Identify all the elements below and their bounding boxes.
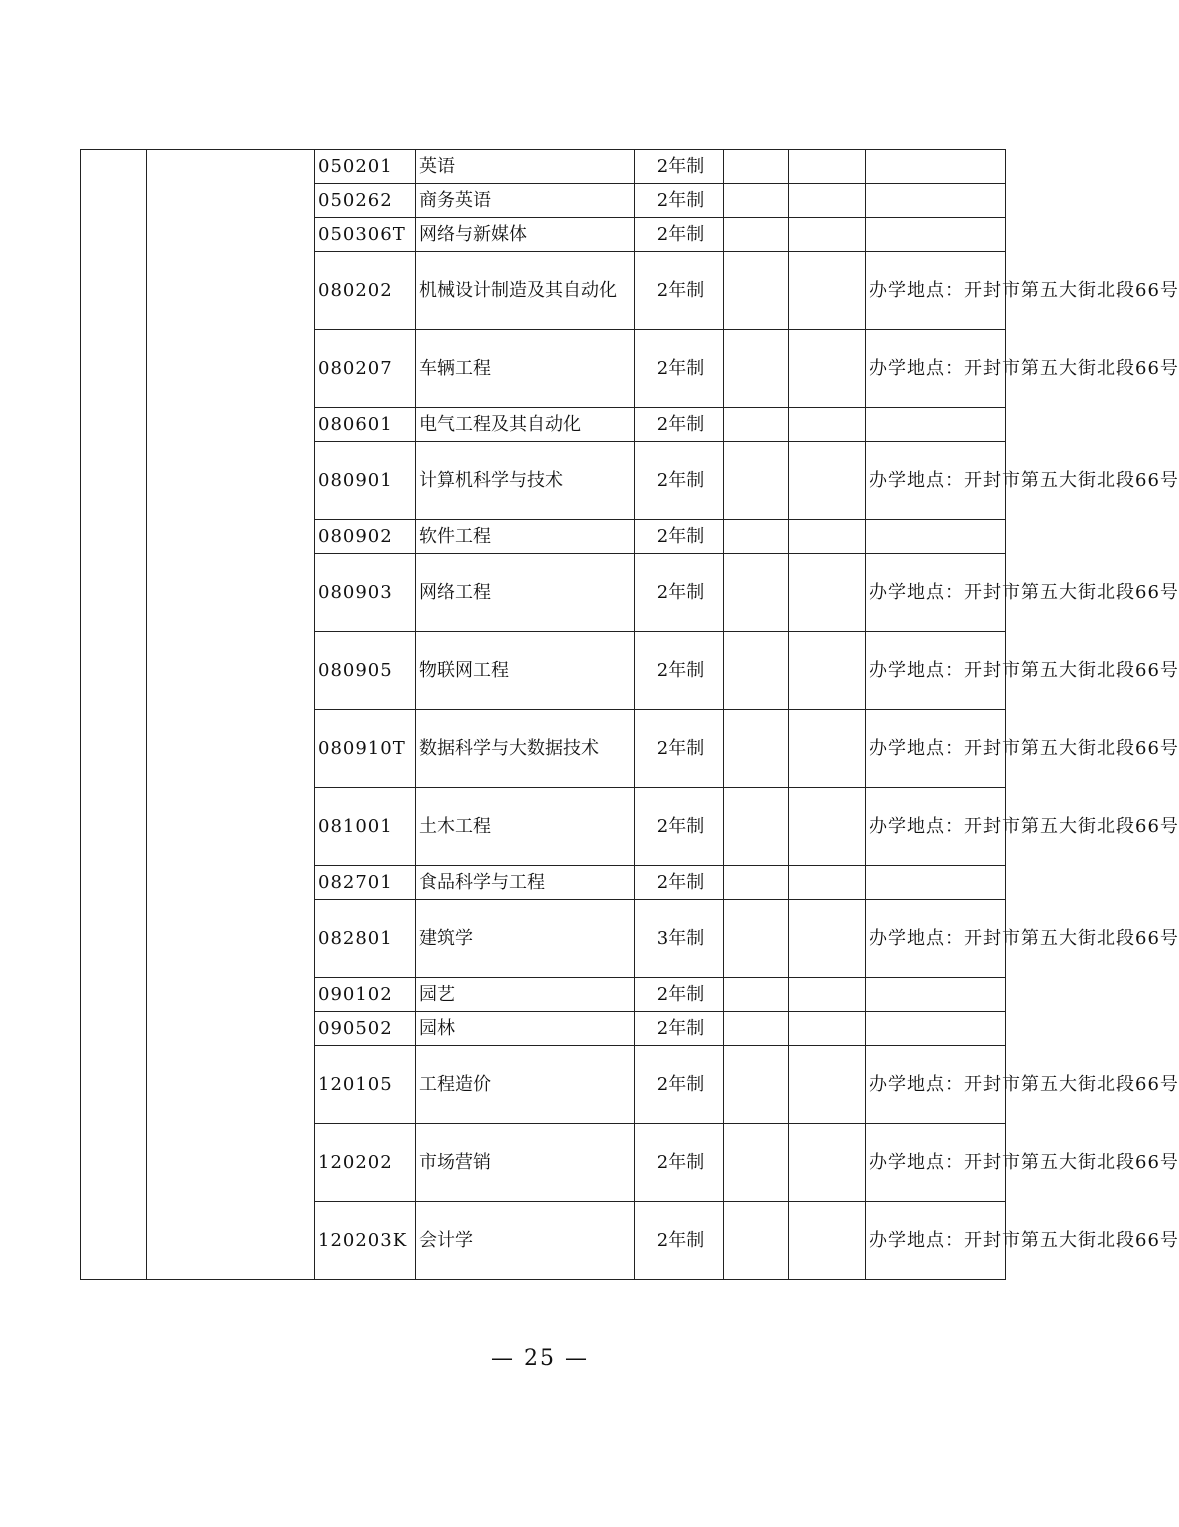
duration-cell: 2年制	[635, 978, 724, 1012]
empty-cell	[789, 442, 866, 520]
major-code-cell: 080202	[315, 252, 416, 330]
empty-cell	[789, 788, 866, 866]
empty-cell	[724, 408, 789, 442]
major-code-cell: 050201	[315, 150, 416, 184]
note-cell	[866, 218, 1006, 252]
major-code-cell: 080902	[315, 520, 416, 554]
duration-cell: 2年制	[635, 710, 724, 788]
major-name-cell: 会计学	[416, 1202, 635, 1280]
major-code-cell: 120105	[315, 1046, 416, 1124]
empty-cell	[789, 632, 866, 710]
empty-cell	[789, 710, 866, 788]
note-cell: 办学地点：开封市第五大街北段66号	[866, 1046, 1006, 1124]
empty-cell	[724, 1202, 789, 1280]
major-table	[80, 149, 1179, 1280]
major-name-cell: 英语	[416, 150, 635, 184]
major-code-cell: 080910T	[315, 710, 416, 788]
major-code-cell: 090502	[315, 1012, 416, 1046]
major-code-cell: 080901	[315, 442, 416, 520]
duration-cell: 2年制	[635, 1124, 724, 1202]
major-name-cell: 市场营销	[416, 1124, 635, 1202]
empty-cell	[724, 330, 789, 408]
empty-cell	[789, 900, 866, 978]
empty-cell	[789, 252, 866, 330]
note-cell: 办学地点：开封市第五大街北段66号	[866, 330, 1006, 408]
duration-cell: 2年制	[635, 632, 724, 710]
empty-cell	[789, 554, 866, 632]
note-cell: 办学地点：开封市第五大街北段66号	[866, 1124, 1006, 1202]
major-name-cell: 食品科学与工程	[416, 866, 635, 900]
note-cell: 办学地点：开封市第五大街北段66号	[866, 632, 1006, 710]
major-name-cell: 数据科学与大数据技术	[416, 710, 635, 788]
major-name-cell: 机械设计制造及其自动化	[416, 252, 635, 330]
note-cell: 办学地点：开封市第五大街北段66号	[866, 554, 1006, 632]
table-row	[81, 150, 1006, 184]
major-name-cell: 计算机科学与技术	[416, 442, 635, 520]
note-cell: 办学地点：开封市第五大街北段66号	[866, 710, 1006, 788]
empty-cell	[789, 218, 866, 252]
empty-cell	[724, 710, 789, 788]
note-cell	[866, 866, 1006, 900]
empty-cell	[789, 1124, 866, 1202]
note-cell	[866, 150, 1006, 184]
empty-cell	[724, 184, 789, 218]
major-code-cell: 090102	[315, 978, 416, 1012]
duration-cell: 2年制	[635, 408, 724, 442]
note-cell	[866, 1012, 1006, 1046]
note-cell: 办学地点：开封市第五大街北段66号	[866, 900, 1006, 978]
major-name-cell: 车辆工程	[416, 330, 635, 408]
duration-cell: 3年制	[635, 900, 724, 978]
major-name-cell: 网络工程	[416, 554, 635, 632]
note-cell	[866, 978, 1006, 1012]
empty-cell	[724, 520, 789, 554]
empty-cell	[724, 1012, 789, 1046]
major-code-cell: 050306T	[315, 218, 416, 252]
empty-cell	[724, 218, 789, 252]
empty-cell	[724, 150, 789, 184]
empty-cell	[724, 554, 789, 632]
major-name-cell: 土木工程	[416, 788, 635, 866]
empty-cell	[789, 1012, 866, 1046]
major-code-cell: 120203K	[315, 1202, 416, 1280]
empty-cell	[789, 1046, 866, 1124]
empty-cell	[724, 252, 789, 330]
empty-cell	[789, 1202, 866, 1280]
empty-cell	[724, 1124, 789, 1202]
empty-cell	[724, 1046, 789, 1124]
duration-cell: 2年制	[635, 788, 724, 866]
note-cell: 办学地点：开封市第五大街北段66号	[866, 252, 1006, 330]
major-name-cell: 软件工程	[416, 520, 635, 554]
duration-cell: 2年制	[635, 442, 724, 520]
empty-cell	[789, 520, 866, 554]
major-name-cell: 园林	[416, 1012, 635, 1046]
duration-cell: 2年制	[635, 218, 724, 252]
major-name-cell: 园艺	[416, 978, 635, 1012]
duration-cell: 2年制	[635, 1046, 724, 1124]
duration-cell: 2年制	[635, 150, 724, 184]
note-cell	[866, 184, 1006, 218]
empty-cell	[789, 978, 866, 1012]
empty-cell	[724, 632, 789, 710]
major-name-cell: 工程造价	[416, 1046, 635, 1124]
major-code-cell: 082801	[315, 900, 416, 978]
empty-cell	[789, 866, 866, 900]
major-code-cell: 080903	[315, 554, 416, 632]
empty-cell	[724, 866, 789, 900]
major-name-cell: 物联网工程	[416, 632, 635, 710]
note-cell: 办学地点：开封市第五大街北段66号	[866, 442, 1006, 520]
duration-cell: 2年制	[635, 520, 724, 554]
empty-cell	[724, 442, 789, 520]
empty-cell	[724, 900, 789, 978]
merged-cell-col1	[81, 150, 147, 1280]
empty-cell	[724, 978, 789, 1012]
page-number: — 25 —	[491, 1346, 589, 1371]
empty-cell	[789, 330, 866, 408]
note-cell: 办学地点：开封市第五大街北段66号	[866, 788, 1006, 866]
major-code-cell: 080207	[315, 330, 416, 408]
major-code-cell: 082701	[315, 866, 416, 900]
duration-cell: 2年制	[635, 866, 724, 900]
major-name-cell: 建筑学	[416, 900, 635, 978]
note-cell	[866, 408, 1006, 442]
major-code-cell: 080905	[315, 632, 416, 710]
major-name-cell: 网络与新媒体	[416, 218, 635, 252]
major-code-cell: 081001	[315, 788, 416, 866]
major-code-cell: 050262	[315, 184, 416, 218]
major-name-cell: 电气工程及其自动化	[416, 408, 635, 442]
duration-cell: 2年制	[635, 252, 724, 330]
merged-cell-col2	[147, 150, 315, 1280]
duration-cell: 2年制	[635, 184, 724, 218]
duration-cell: 2年制	[635, 1012, 724, 1046]
empty-cell	[789, 184, 866, 218]
major-code-cell: 080601	[315, 408, 416, 442]
duration-cell: 2年制	[635, 1202, 724, 1280]
note-cell	[866, 520, 1006, 554]
major-name-cell: 商务英语	[416, 184, 635, 218]
major-code-cell: 120202	[315, 1124, 416, 1202]
duration-cell: 2年制	[635, 330, 724, 408]
empty-cell	[724, 788, 789, 866]
empty-cell	[789, 150, 866, 184]
empty-cell	[789, 408, 866, 442]
duration-cell: 2年制	[635, 554, 724, 632]
note-cell: 办学地点：开封市第五大街北段66号	[866, 1202, 1006, 1280]
